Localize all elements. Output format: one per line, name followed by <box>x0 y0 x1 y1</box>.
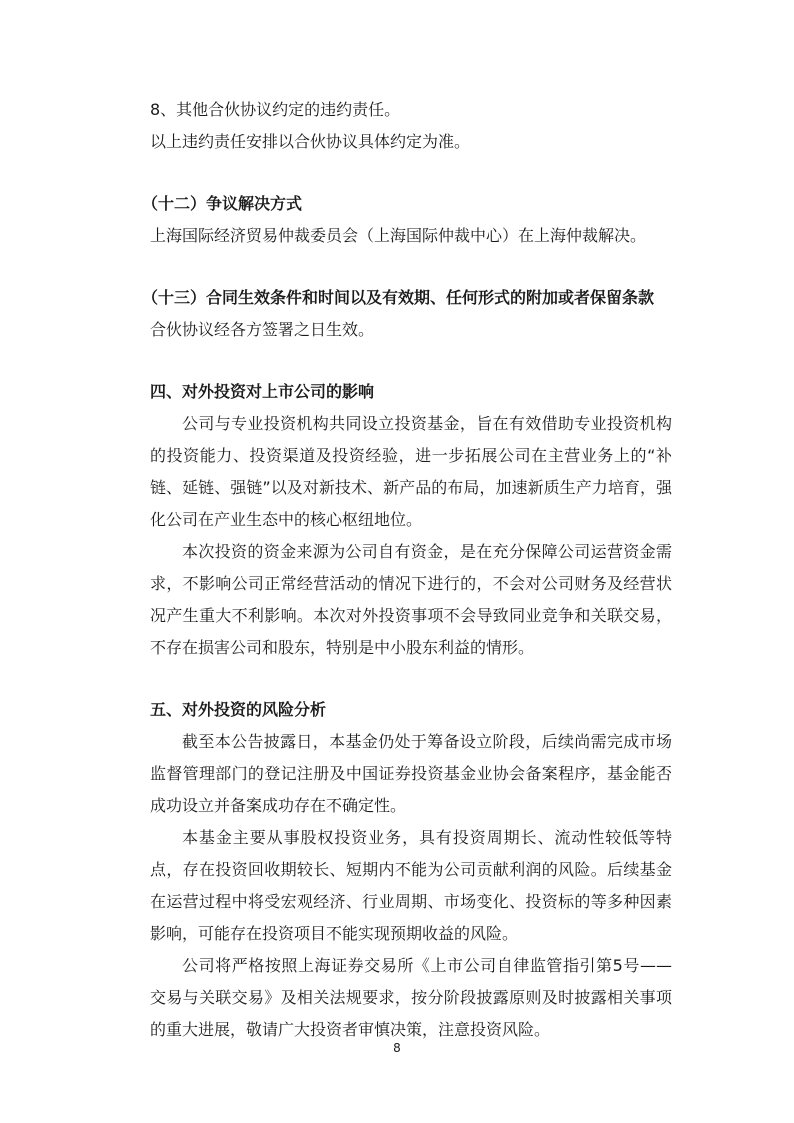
spacer <box>150 252 672 282</box>
spacer <box>150 664 672 694</box>
section-paragraph-risk-3: 公司将严格按照上海证券交易所《上市公司自律监管指引第5号——交易与关联交易》及相关法规要求，按分阶段披露原则及时披露相关事项的重大进展，敬请广大投资者审慎决策，注意投资风险。 <box>150 956 672 1039</box>
page-number: 8 <box>393 1041 401 1055</box>
section-text-dispute-resolution: 上海国际经济贸易仲裁委员会（上海国际仲裁中心）在上海仲裁解决。 <box>150 226 647 245</box>
section-paragraph-risk-2: 本基金主要从事股权投资业务，具有投资周期长、流动性较低等特点，存在投资回收期较长、短期内不能为公司贡献利润的风险。后续基金在运营过程中将受宏观经济、行业周期、市场变化、投资标的等多种因素影响，可能存在投资项目不能实现预期收益的风险。 <box>150 828 672 943</box>
section-paragraph-impact-1: 公司与专业投资机构共同设立投资基金，旨在有效借助专业投资机构的投资能力、投资渠道及投资经验，进一步拓展公司在主营业务上的“补链、延链、强链”以及对新技术、新产品的布局，加速新质生产力培育，强化公司在产业生态中的核心枢纽地位。 <box>150 414 672 529</box>
spacer <box>150 346 672 376</box>
section-heading-dispute-resolution: （十二）争议解决方式 <box>142 194 303 213</box>
section-heading-effectiveness: （十三）合同生效条件和时间以及有效期、任何形式的附加或者保留条款 <box>142 288 655 307</box>
section-paragraph-impact-2: 本次投资的资金来源为公司自有资金，是在充分保障公司运营资金需求，不影响公司正常经营活动的情况下进行的，不会对公司财务及经营状况产生重大不利影响。本次对外投资事项不会导致同业竞争和关联交易，不存在损害公司和股东，特别是中小股东利益的情形。 <box>150 542 672 657</box>
clause-item-8: 8、其他合伙协议约定的违约责任。 <box>150 100 401 119</box>
section-heading-risk: 五、对外投资的风险分析 <box>150 700 327 719</box>
section-paragraph-risk-1: 截至本公告披露日，本基金仍处于筹备设立阶段，后续尚需完成市场监督管理部门的登记注册及中国证券投资基金业协会备案程序，基金能否成功设立并备案成功存在不确定性。 <box>150 732 672 815</box>
section-heading-impact: 四、对外投资对上市公司的影响 <box>150 382 375 401</box>
document-body <box>142 94 672 1046</box>
section-text-effectiveness: 合伙协议经各方签署之日生效。 <box>150 320 375 339</box>
clause-note: 以上违约责任安排以合伙协议具体约定为准。 <box>150 132 471 151</box>
spacer <box>150 158 672 188</box>
